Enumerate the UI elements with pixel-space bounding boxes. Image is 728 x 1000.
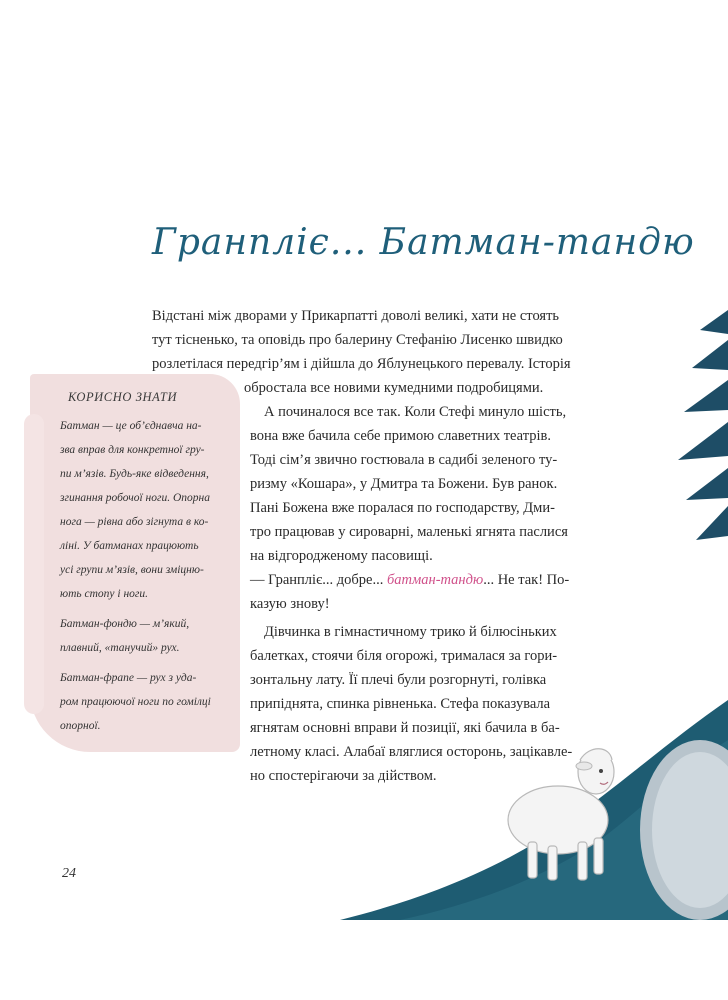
dialogue-prefix: — Гранпліє... добре...: [250, 572, 387, 588]
highlighted-term: батман-тандю: [386, 572, 484, 588]
sidebar-line: зва вправ для конкретної гру-: [60, 444, 205, 456]
sidebar-line: плавний, «танучий» рух.: [60, 642, 180, 654]
dialogue-suffix: ... Не так! По-: [483, 572, 570, 588]
body-line: Пані Божена вже поралася по господарству, Дми-: [250, 500, 555, 516]
sidebar-line: усі групи м’язів, вони зміцню-: [60, 564, 204, 576]
sidebar-line: ліні. У батманах працюють: [60, 540, 199, 552]
body-line: летному класі. Алабаї вляглися осторонь, зацікавле-: [250, 744, 573, 760]
body-line: вона вже бачила себе примою славетних театрів.: [250, 428, 551, 444]
sidebar-line: пи м’язів. Будь-яке відведення,: [60, 468, 209, 480]
body-line: ризму «Кошара», у Дмитра та Божени. Був ранок.: [250, 476, 558, 492]
body-line: обростала все новими кумедними подробицями.: [244, 380, 544, 396]
body-line: зонтальну лату. Її плечі були розгорнуті, голівка: [250, 672, 547, 688]
body-line: тро працював у сироварні, маленькі ягнята паслися: [250, 524, 568, 540]
body-line: ягнятам основні вправи й позиції, які бачила в ба-: [250, 720, 560, 736]
sidebar-line: ром працюючої ноги по гомілці: [60, 696, 211, 708]
sidebar-line: ють стопу і ноги.: [60, 588, 149, 600]
page-number: 24: [62, 866, 76, 881]
tree-illustration: [670, 300, 728, 550]
body-line: Тоді сім’я звично гостювала в садибі зеленого ту-: [250, 452, 558, 468]
sidebar-line: згинання робочої ноги. Опорна: [60, 492, 210, 504]
body-line: казую знову!: [250, 596, 330, 612]
lamb-illustration: [500, 738, 630, 888]
body-line: но спостерігаючи за дійством.: [250, 768, 437, 784]
body-line: А починалося все так. Коли Стефі минуло шість,: [264, 404, 567, 420]
body-line: тут тісненько, та оповідь про балерину Стефанію Лисенко швидко: [152, 332, 563, 348]
body-line: припіднята, спинка рівненька. Стефа показувала: [250, 696, 551, 712]
sidebar-line: Батман-фрапе — рух з уда-: [60, 672, 197, 684]
chapter-title: Гранпліє... Батман-тандю: [152, 222, 695, 263]
sidebar-line: Батман-фондю — м’який,: [60, 618, 190, 630]
sidebar-line: нога — рівна або зігнута в ко-: [60, 516, 209, 528]
dialogue-line: [250, 572, 569, 589]
body-line: балетках, стоячи біля огорожі, трималася за гори-: [250, 648, 558, 664]
sidebar-heading: КОРИСНО ЗНАТИ: [68, 390, 178, 404]
body-line: Відстані між дворами у Прикарпатті доволі великі, хати не стоять: [152, 308, 560, 324]
body-line: на відгородженому пасовищі.: [250, 548, 433, 564]
body-line: Дівчинка в гімнастичному трико й білюсіньких: [264, 624, 557, 640]
body-line: розлетілася передгір’ям і дійшла до Яблунецького перевалу. Історія: [152, 356, 571, 372]
sidebar-line: опорної.: [60, 720, 101, 732]
sidebar-line: Батман — це об’єднавча на-: [60, 420, 202, 432]
